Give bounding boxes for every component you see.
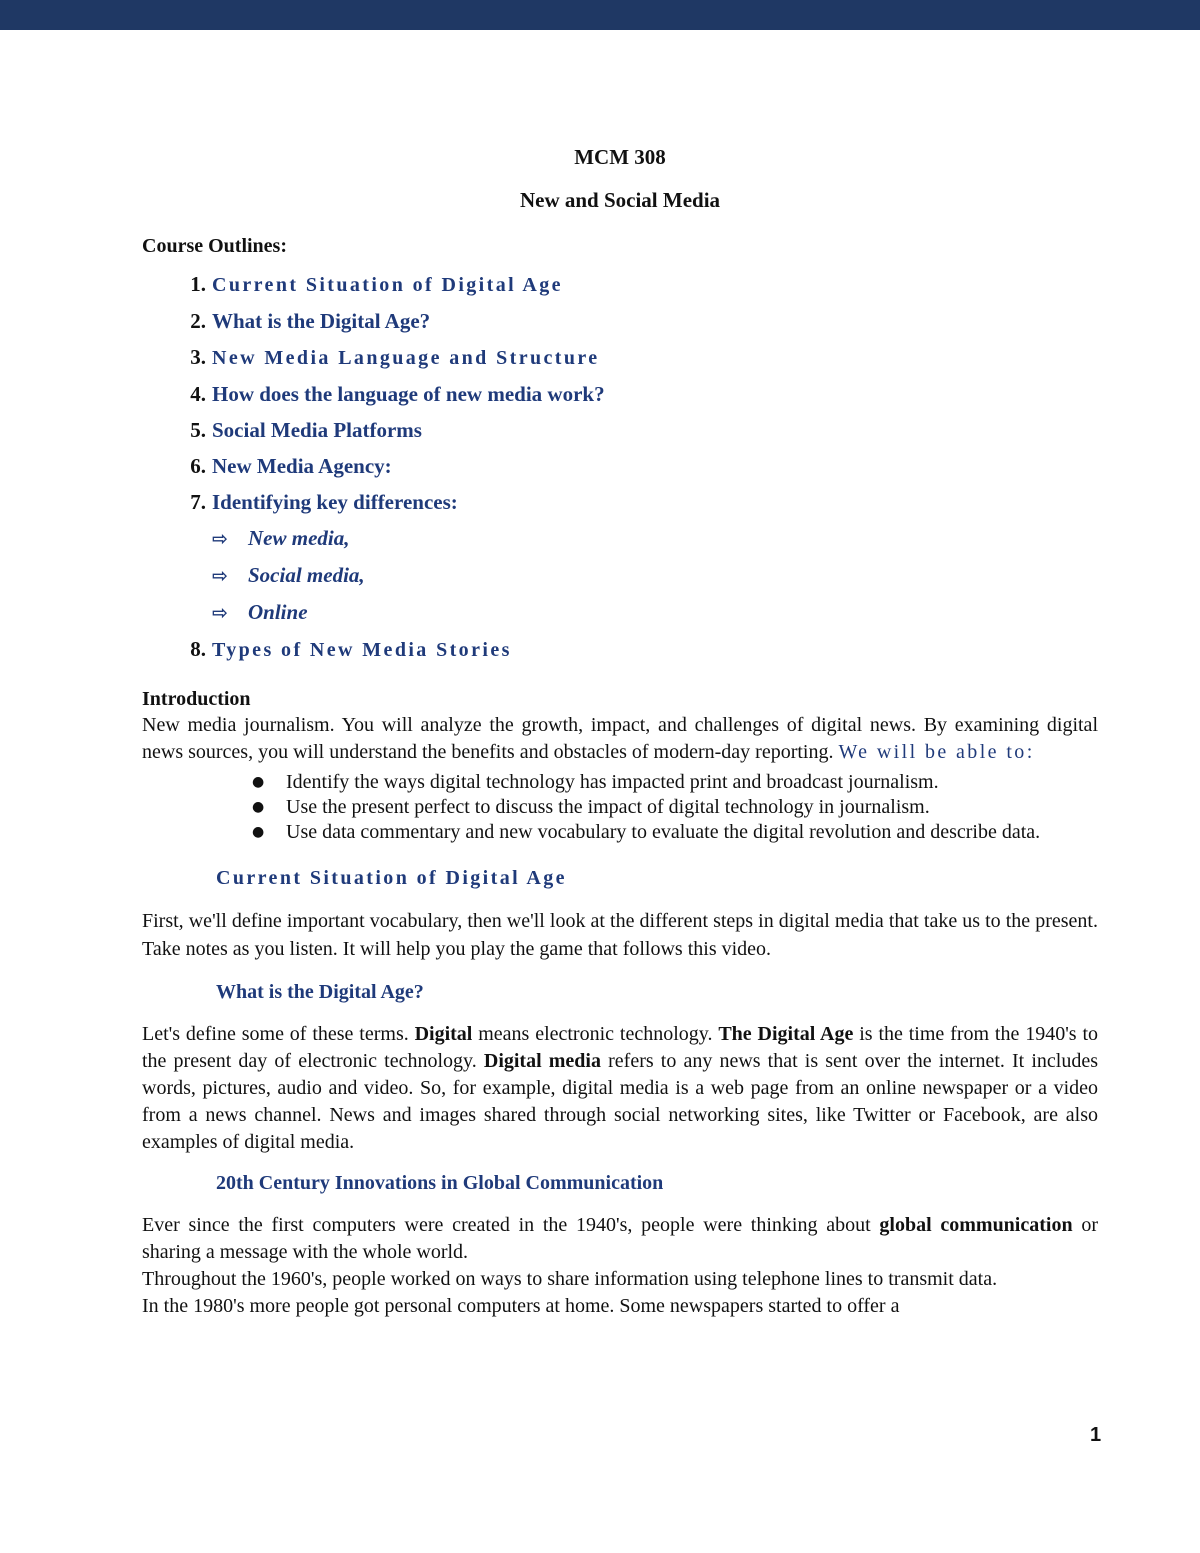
able-to-text: We will be able to: [838, 741, 1035, 763]
course-title: New and Social Media [519, 188, 721, 212]
outline-item: 2. What is the Digital Age? [142, 303, 1098, 339]
sub-item: ⇨ Social media, [212, 557, 1098, 594]
course-outline-list-cont [142, 631, 1098, 668]
outline-item: 4. How does the language of new media work? [142, 376, 1098, 412]
bullet-icon: ● [252, 774, 265, 790]
outline-item-text: New Media Agency: [212, 454, 392, 478]
section-paragraph: In the 1980's more people got personal computers at home. Some newspapers started to offer a [142, 1295, 900, 1317]
outline-item-text: Types of New Media Stories [212, 639, 512, 661]
outline-item-text: What is the Digital Age? [212, 309, 431, 333]
outline-item-text: How does the language of new media work? [212, 382, 605, 406]
outline-heading: Course Outlines: [142, 235, 287, 257]
top-banner [0, 0, 1200, 30]
section-paragraph: Ever since the first computers were created in the 1940's, people were thinking about global communication or sharing a message with the whole world. [142, 1214, 1098, 1263]
outline-item-text: Identifying key differences: [212, 490, 458, 514]
course-code: MCM 308 [574, 145, 666, 169]
arrow-icon: ⇨ [212, 528, 228, 550]
list-item: ● Use data commentary and new vocabulary to evaluate the digital revolution and describe data. [252, 821, 1041, 843]
course-outline-list [142, 266, 1098, 520]
outline-item: 3. New Media Language and Structure [142, 339, 1098, 376]
arrow-icon: ⇨ [212, 602, 228, 624]
outline-item-text: Social Media Platforms [212, 418, 422, 442]
bullet-icon: ● [252, 824, 265, 840]
arrow-icon: ⇨ [212, 565, 228, 587]
section-heading: Current Situation of Digital Age [216, 867, 567, 889]
outline-item: 5. Social Media Platforms [142, 412, 1098, 448]
outline-item-text: New Media Language and Structure [212, 347, 600, 369]
differences-sublist [142, 520, 1098, 631]
document-page [142, 140, 1098, 1320]
outline-item: 8. Types of New Media Stories [142, 631, 1098, 668]
section-heading: What is the Digital Age? [216, 981, 424, 1003]
section-paragraph: Throughout the 1960's, people worked on ways to share information using telephone lines to transmit data. [142, 1268, 998, 1290]
objectives-list [142, 770, 1098, 845]
introduction-paragraph: New media journalism. You will analyze the growth, impact, and challenges of digital news. By examining digital news sources, you will understand the benefits and obstacles of modern-day reporting. We will be able to: [142, 714, 1098, 763]
page-number: 1 [1090, 1424, 1102, 1446]
sub-item: ⇨ New media, [212, 520, 1098, 557]
list-item: ● Identify the ways digital technology has impacted print and broadcast journalism. [252, 771, 939, 793]
outline-item: 1. Current Situation of Digital Age [142, 266, 1098, 303]
section-heading: 20th Century Innovations in Global Communication [216, 1172, 664, 1194]
bullet-icon: ● [252, 799, 265, 815]
outline-item: 6. New Media Agency: [142, 448, 1098, 484]
list-item: ● Use the present perfect to discuss the impact of digital technology in journalism. [252, 796, 930, 818]
introduction-heading: Introduction [142, 688, 251, 710]
section-paragraph: First, we'll define important vocabulary, then we'll look at the different steps in digital media that take us to the present. Take notes as you listen. It will help you play the game that follows this video. [142, 910, 1098, 960]
section-paragraph: Let's define some of these terms. Digital means electronic technology. The Digital Age is the time from the 1940's to the present day of electronic technology. Digital media refers to any news that is sent over the internet. It includes words, pictures, audio and video. So, for example, digital media is a web page from an online newspaper or a video from a news channel. News and images shared through social networking sites, like Twitter or Facebook, are also examples of digital media. [142, 1023, 1098, 1153]
outline-item: 7. Identifying key differences: [142, 484, 1098, 520]
outline-item-text: Current Situation of Digital Age [212, 274, 563, 296]
sub-item: ⇨ Online [212, 594, 1098, 631]
